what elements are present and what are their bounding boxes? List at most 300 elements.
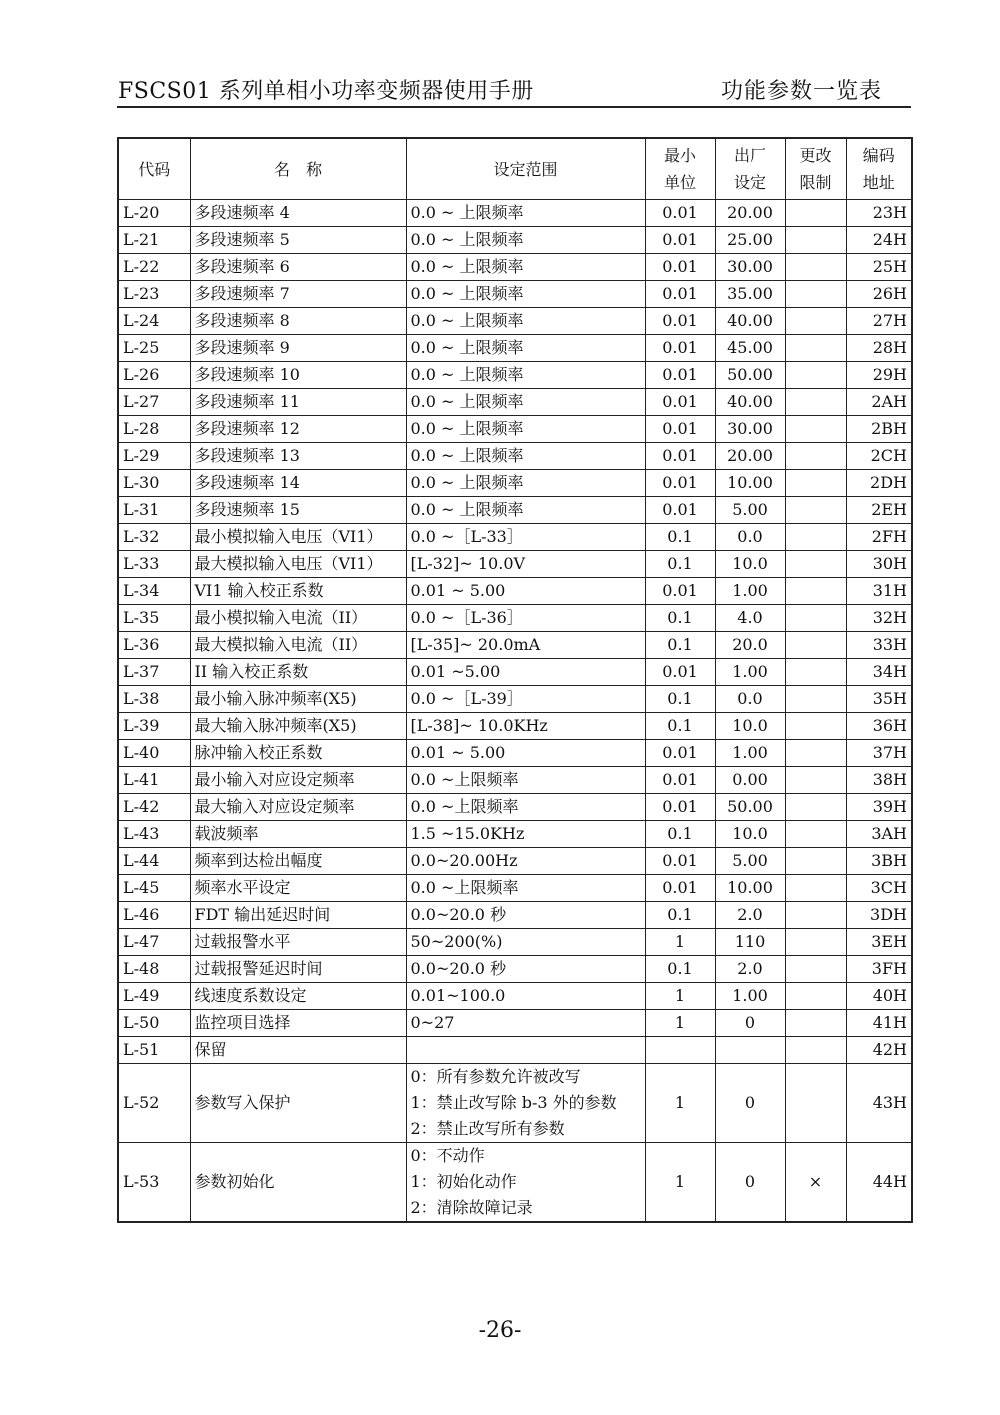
cell-min-unit: 0.01 bbox=[645, 281, 715, 308]
cell-default: 35.00 bbox=[715, 281, 785, 308]
cell-code: L-38 bbox=[118, 686, 190, 713]
range-line: 0.01~100.0 bbox=[410, 986, 506, 1005]
cell-range bbox=[406, 551, 645, 578]
cell-code: L-40 bbox=[118, 740, 190, 767]
cell-default: 0 bbox=[715, 1010, 785, 1037]
cell-default: 1.00 bbox=[715, 659, 785, 686]
header-line: 限制 bbox=[799, 173, 832, 192]
cell-name: 最大模拟输入电压（VI1） bbox=[190, 551, 406, 578]
cell-address: 35H bbox=[846, 686, 912, 713]
cell-range bbox=[406, 470, 645, 497]
cell-range bbox=[406, 740, 645, 767]
cell-range bbox=[406, 794, 645, 821]
col-header-code bbox=[118, 138, 190, 200]
cell-restriction bbox=[785, 578, 846, 605]
cell-name: 频率水平设定 bbox=[190, 875, 406, 902]
cell-default: 20.00 bbox=[715, 443, 785, 470]
cell-restriction bbox=[785, 254, 846, 281]
cell-name: 载波频率 bbox=[190, 821, 406, 848]
cell-min-unit: 0.1 bbox=[645, 524, 715, 551]
cell-range bbox=[406, 983, 645, 1010]
cell-name: 最大模拟输入电流（II） bbox=[190, 632, 406, 659]
cell-restriction bbox=[785, 929, 846, 956]
table-row bbox=[118, 200, 912, 227]
table-row bbox=[118, 983, 912, 1010]
cell-address: 32H bbox=[846, 605, 912, 632]
cell-default: 25.00 bbox=[715, 227, 785, 254]
table-row bbox=[118, 632, 912, 659]
cell-range bbox=[406, 281, 645, 308]
cell-default: 30.00 bbox=[715, 254, 785, 281]
range-line: 0.0 ~ 上限频率 bbox=[410, 473, 524, 492]
cell-restriction bbox=[785, 470, 846, 497]
cell-name: 频率到达检出幅度 bbox=[190, 848, 406, 875]
cell-default: 30.00 bbox=[715, 416, 785, 443]
cell-address: 42H bbox=[846, 1037, 912, 1064]
cell-code: L-32 bbox=[118, 524, 190, 551]
cell-code: L-28 bbox=[118, 416, 190, 443]
table-row bbox=[118, 794, 912, 821]
cell-address: 3BH bbox=[846, 848, 912, 875]
cell-default: 45.00 bbox=[715, 335, 785, 362]
cell-range bbox=[406, 605, 645, 632]
cell-default: 10.00 bbox=[715, 875, 785, 902]
range-line: 0.0 ~上限频率 bbox=[410, 770, 519, 789]
cell-min-unit: 1 bbox=[645, 1010, 715, 1037]
cell-range bbox=[406, 632, 645, 659]
cell-min-unit: 1 bbox=[645, 929, 715, 956]
cell-code: L-27 bbox=[118, 389, 190, 416]
cell-min-unit: 0.01 bbox=[645, 200, 715, 227]
cell-default: 10.0 bbox=[715, 821, 785, 848]
cell-range bbox=[406, 227, 645, 254]
range-line: 1：禁止改写除 b-3 外的参数 bbox=[410, 1093, 617, 1112]
cell-address: 27H bbox=[846, 308, 912, 335]
cell-address: 26H bbox=[846, 281, 912, 308]
cell-min-unit: 0.01 bbox=[645, 767, 715, 794]
cell-restriction bbox=[785, 551, 846, 578]
header-line: 设定 bbox=[733, 173, 766, 192]
range-line: 1：初始化动作 bbox=[410, 1172, 517, 1191]
cell-code: L-29 bbox=[118, 443, 190, 470]
cell-min-unit: 0.01 bbox=[645, 443, 715, 470]
cell-min-unit: 0.1 bbox=[645, 551, 715, 578]
cell-address: 24H bbox=[846, 227, 912, 254]
cell-min-unit: 0.01 bbox=[645, 875, 715, 902]
range-line: 0：不动作 bbox=[410, 1146, 485, 1165]
cell-restriction bbox=[785, 875, 846, 902]
cell-min-unit: 0.1 bbox=[645, 605, 715, 632]
cell-min-unit: 0.01 bbox=[645, 578, 715, 605]
cell-code: L-20 bbox=[118, 200, 190, 227]
cell-address: 34H bbox=[846, 659, 912, 686]
cell-restriction bbox=[785, 362, 846, 389]
col-header-address bbox=[846, 138, 912, 200]
cell-min-unit: 0.01 bbox=[645, 389, 715, 416]
cell-min-unit: 0.1 bbox=[645, 902, 715, 929]
cell-restriction bbox=[785, 821, 846, 848]
cell-range bbox=[406, 362, 645, 389]
table-row bbox=[118, 281, 912, 308]
cell-default: 1.00 bbox=[715, 578, 785, 605]
cell-address: 29H bbox=[846, 362, 912, 389]
range-line: 0.01 ~ 5.00 bbox=[410, 743, 506, 762]
range-line: 0~27 bbox=[410, 1013, 455, 1032]
header-line: 地址 bbox=[862, 173, 895, 192]
table-row bbox=[118, 713, 912, 740]
cell-code: L-53 bbox=[118, 1143, 190, 1223]
cell-restriction bbox=[785, 335, 846, 362]
cell-default: 2.0 bbox=[715, 902, 785, 929]
cell-name: 多段速频率 8 bbox=[190, 308, 406, 335]
cell-restriction bbox=[785, 308, 846, 335]
cell-name: 最大输入对应设定频率 bbox=[190, 794, 406, 821]
header-line: 出厂 bbox=[733, 146, 766, 165]
cell-range bbox=[406, 821, 645, 848]
cell-restriction bbox=[785, 227, 846, 254]
cell-name: 多段速频率 9 bbox=[190, 335, 406, 362]
cell-code: L-51 bbox=[118, 1037, 190, 1064]
parameter-table bbox=[117, 137, 913, 1223]
cell-restriction bbox=[785, 416, 846, 443]
cell-default: 10.0 bbox=[715, 713, 785, 740]
cell-range bbox=[406, 416, 645, 443]
cell-code: L-39 bbox=[118, 713, 190, 740]
cell-min-unit bbox=[645, 1037, 715, 1064]
cell-name: 监控项目选择 bbox=[190, 1010, 406, 1037]
table-row bbox=[118, 578, 912, 605]
cell-default: 1.00 bbox=[715, 983, 785, 1010]
table-row bbox=[118, 767, 912, 794]
cell-default: 20.00 bbox=[715, 200, 785, 227]
range-line: 0.0 ~ 上限频率 bbox=[410, 500, 524, 519]
header-line: 最小 bbox=[663, 146, 696, 165]
header-line: 名 称 bbox=[273, 159, 322, 179]
table-row bbox=[118, 848, 912, 875]
range-line: 0.0 ~ 上限频率 bbox=[410, 230, 524, 249]
cell-range bbox=[406, 254, 645, 281]
range-line: 0.0 ~ 上限频率 bbox=[410, 284, 524, 303]
cell-name: 多段速频率 5 bbox=[190, 227, 406, 254]
cell-range bbox=[406, 686, 645, 713]
cell-name: II 输入校正系数 bbox=[190, 659, 406, 686]
cell-restriction bbox=[785, 767, 846, 794]
cell-name: VI1 输入校正系数 bbox=[190, 578, 406, 605]
cell-code: L-44 bbox=[118, 848, 190, 875]
cell-default: 0.0 bbox=[715, 686, 785, 713]
cell-restriction bbox=[785, 443, 846, 470]
range-line: 0.0 ~ 上限频率 bbox=[410, 338, 524, 357]
range-line: 1.5 ~15.0KHz bbox=[410, 824, 525, 843]
cell-code: L-41 bbox=[118, 767, 190, 794]
cell-default bbox=[715, 1037, 785, 1064]
cell-name: 多段速频率 12 bbox=[190, 416, 406, 443]
cell-name: FDT 输出延迟时间 bbox=[190, 902, 406, 929]
cell-default: 0 bbox=[715, 1143, 785, 1223]
cell-name: 最小模拟输入电压（VI1） bbox=[190, 524, 406, 551]
cell-min-unit: 0.1 bbox=[645, 956, 715, 983]
cell-min-unit: 0.01 bbox=[645, 794, 715, 821]
cell-range bbox=[406, 1143, 645, 1223]
col-header-range bbox=[406, 138, 645, 200]
cell-range bbox=[406, 848, 645, 875]
cell-default: 0.0 bbox=[715, 524, 785, 551]
cell-code: L-30 bbox=[118, 470, 190, 497]
table-row bbox=[118, 524, 912, 551]
cell-address: 30H bbox=[846, 551, 912, 578]
table-row bbox=[118, 956, 912, 983]
cell-default: 10.0 bbox=[715, 551, 785, 578]
cell-address: 39H bbox=[846, 794, 912, 821]
table-row bbox=[118, 254, 912, 281]
cell-name: 线速度系数设定 bbox=[190, 983, 406, 1010]
cell-code: L-34 bbox=[118, 578, 190, 605]
col-header-name bbox=[190, 138, 406, 200]
cell-code: L-46 bbox=[118, 902, 190, 929]
cell-default: 5.00 bbox=[715, 848, 785, 875]
cell-restriction bbox=[785, 983, 846, 1010]
cell-range bbox=[406, 578, 645, 605]
table-row bbox=[118, 1037, 912, 1064]
range-line: 0.0 ~［L-33］ bbox=[410, 527, 523, 546]
cell-address: 2BH bbox=[846, 416, 912, 443]
cell-default: 110 bbox=[715, 929, 785, 956]
cell-address: 37H bbox=[846, 740, 912, 767]
range-line: 0.0 ~ 上限频率 bbox=[410, 446, 524, 465]
table-row bbox=[118, 335, 912, 362]
cell-default: 40.00 bbox=[715, 389, 785, 416]
table-row bbox=[118, 659, 912, 686]
cell-code: L-26 bbox=[118, 362, 190, 389]
range-line: [L-32]~ 10.0V bbox=[410, 554, 526, 573]
cell-name: 多段速频率 6 bbox=[190, 254, 406, 281]
cell-min-unit: 0.01 bbox=[645, 227, 715, 254]
cell-range bbox=[406, 875, 645, 902]
table-row bbox=[118, 740, 912, 767]
cell-restriction bbox=[785, 659, 846, 686]
manual-title: FSCS01 系列单相小功率变频器使用手册 bbox=[118, 79, 534, 104]
cell-name: 多段速频率 15 bbox=[190, 497, 406, 524]
cell-range bbox=[406, 902, 645, 929]
cell-restriction bbox=[785, 200, 846, 227]
cell-restriction bbox=[785, 740, 846, 767]
cell-restriction: × bbox=[785, 1143, 846, 1223]
col-header-min-unit bbox=[645, 138, 715, 200]
table-row bbox=[118, 227, 912, 254]
cell-restriction bbox=[785, 632, 846, 659]
cell-range bbox=[406, 767, 645, 794]
cell-default: 50.00 bbox=[715, 794, 785, 821]
cell-address: 43H bbox=[846, 1064, 912, 1143]
cell-code: L-22 bbox=[118, 254, 190, 281]
cell-restriction bbox=[785, 497, 846, 524]
cell-min-unit: 1 bbox=[645, 1064, 715, 1143]
cell-restriction bbox=[785, 956, 846, 983]
cell-name: 保留 bbox=[190, 1037, 406, 1064]
cell-restriction bbox=[785, 524, 846, 551]
cell-default: 2.0 bbox=[715, 956, 785, 983]
cell-min-unit: 0.1 bbox=[645, 686, 715, 713]
cell-min-unit: 0.01 bbox=[645, 362, 715, 389]
header-line: 编码 bbox=[862, 146, 895, 165]
cell-range bbox=[406, 200, 645, 227]
table-row bbox=[118, 686, 912, 713]
cell-name: 过载报警水平 bbox=[190, 929, 406, 956]
cell-restriction bbox=[785, 1037, 846, 1064]
cell-default: 1.00 bbox=[715, 740, 785, 767]
cell-address: 3EH bbox=[846, 929, 912, 956]
header-line: 设定范围 bbox=[493, 159, 558, 179]
cell-restriction bbox=[785, 713, 846, 740]
cell-name: 参数写入保护 bbox=[190, 1064, 406, 1143]
cell-restriction bbox=[785, 281, 846, 308]
cell-min-unit: 0.01 bbox=[645, 740, 715, 767]
cell-name: 多段速频率 10 bbox=[190, 362, 406, 389]
range-line: 0.0~20.0 秒 bbox=[410, 959, 507, 978]
cell-restriction bbox=[785, 1064, 846, 1143]
range-line: [L-35]~ 20.0mA bbox=[410, 635, 541, 654]
cell-code: L-47 bbox=[118, 929, 190, 956]
header-line: 代码 bbox=[138, 159, 171, 179]
col-header-default bbox=[715, 138, 785, 200]
header-line: 单位 bbox=[663, 173, 696, 192]
cell-min-unit: 0.01 bbox=[645, 659, 715, 686]
table-body bbox=[118, 200, 912, 1223]
cell-address: 25H bbox=[846, 254, 912, 281]
range-line: 0.0 ~ 上限频率 bbox=[410, 419, 524, 438]
range-line: [L-38]~ 10.0KHz bbox=[410, 716, 548, 735]
cell-default: 20.0 bbox=[715, 632, 785, 659]
table-row bbox=[118, 1010, 912, 1037]
range-line: 0.0 ~ 上限频率 bbox=[410, 203, 524, 222]
range-line: 2：清除故障记录 bbox=[410, 1198, 533, 1217]
cell-name: 过载报警延迟时间 bbox=[190, 956, 406, 983]
cell-address: 28H bbox=[846, 335, 912, 362]
cell-min-unit: 1 bbox=[645, 983, 715, 1010]
cell-address: 23H bbox=[846, 200, 912, 227]
table-row bbox=[118, 497, 912, 524]
cell-name: 多段速频率 13 bbox=[190, 443, 406, 470]
range-line: 0.0 ~［L-36］ bbox=[410, 608, 523, 627]
range-line: 0.0 ~ 上限频率 bbox=[410, 257, 524, 276]
cell-default: 0.00 bbox=[715, 767, 785, 794]
cell-default: 0 bbox=[715, 1064, 785, 1143]
cell-min-unit: 0.01 bbox=[645, 254, 715, 281]
cell-address: 31H bbox=[846, 578, 912, 605]
cell-range bbox=[406, 1064, 645, 1143]
table-row bbox=[118, 821, 912, 848]
cell-default: 50.00 bbox=[715, 362, 785, 389]
table-row bbox=[118, 470, 912, 497]
range-line: 0.0~20.0 秒 bbox=[410, 905, 507, 924]
cell-code: L-35 bbox=[118, 605, 190, 632]
cell-min-unit: 0.01 bbox=[645, 335, 715, 362]
cell-range bbox=[406, 497, 645, 524]
cell-address: 40H bbox=[846, 983, 912, 1010]
cell-code: L-48 bbox=[118, 956, 190, 983]
cell-code: L-24 bbox=[118, 308, 190, 335]
range-line: 0.0 ~上限频率 bbox=[410, 797, 519, 816]
cell-name: 最小输入脉冲频率(X5) bbox=[190, 686, 406, 713]
cell-name: 最大输入脉冲频率(X5) bbox=[190, 713, 406, 740]
cell-min-unit: 0.01 bbox=[645, 848, 715, 875]
cell-name: 多段速频率 14 bbox=[190, 470, 406, 497]
range-line: 0.0 ~ 上限频率 bbox=[410, 392, 524, 411]
cell-range bbox=[406, 1037, 645, 1064]
range-line: 0.0 ~［L-39］ bbox=[410, 689, 523, 708]
cell-address: 2EH bbox=[846, 497, 912, 524]
range-line: 0.0~20.00Hz bbox=[410, 851, 518, 870]
cell-restriction bbox=[785, 686, 846, 713]
cell-code: L-52 bbox=[118, 1064, 190, 1143]
cell-range bbox=[406, 929, 645, 956]
cell-min-unit: 0.01 bbox=[645, 416, 715, 443]
range-line: 0.0 ~ 上限频率 bbox=[410, 365, 524, 384]
cell-range bbox=[406, 956, 645, 983]
cell-restriction bbox=[785, 848, 846, 875]
cell-code: L-50 bbox=[118, 1010, 190, 1037]
table-row bbox=[118, 902, 912, 929]
cell-code: L-25 bbox=[118, 335, 190, 362]
cell-restriction bbox=[785, 605, 846, 632]
cell-code: L-45 bbox=[118, 875, 190, 902]
range-line: 0.0 ~ 上限频率 bbox=[410, 311, 524, 330]
cell-address: 3AH bbox=[846, 821, 912, 848]
table-row bbox=[118, 1064, 912, 1143]
cell-restriction bbox=[785, 902, 846, 929]
cell-address: 44H bbox=[846, 1143, 912, 1223]
cell-address: 2DH bbox=[846, 470, 912, 497]
cell-address: 33H bbox=[846, 632, 912, 659]
cell-min-unit: 0.1 bbox=[645, 821, 715, 848]
table-row bbox=[118, 875, 912, 902]
cell-range bbox=[406, 659, 645, 686]
cell-range bbox=[406, 389, 645, 416]
table-row bbox=[118, 1143, 912, 1223]
cell-code: L-33 bbox=[118, 551, 190, 578]
section-title: 功能参数一览表 bbox=[720, 79, 882, 104]
table-row bbox=[118, 443, 912, 470]
cell-restriction bbox=[785, 794, 846, 821]
cell-code: L-21 bbox=[118, 227, 190, 254]
table-header-row bbox=[118, 138, 912, 200]
cell-name: 多段速频率 11 bbox=[190, 389, 406, 416]
table-row bbox=[118, 362, 912, 389]
cell-address: 41H bbox=[846, 1010, 912, 1037]
table-row bbox=[118, 389, 912, 416]
cell-min-unit: 0.01 bbox=[645, 470, 715, 497]
col-header-restriction bbox=[785, 138, 846, 200]
range-line: 0.01 ~ 5.00 bbox=[410, 581, 506, 600]
cell-min-unit: 0.1 bbox=[645, 632, 715, 659]
header-line: 更改 bbox=[799, 146, 832, 165]
cell-address: 2FH bbox=[846, 524, 912, 551]
cell-default: 5.00 bbox=[715, 497, 785, 524]
cell-min-unit: 0.01 bbox=[645, 497, 715, 524]
cell-code: L-42 bbox=[118, 794, 190, 821]
table-row bbox=[118, 605, 912, 632]
cell-name: 最小输入对应设定频率 bbox=[190, 767, 406, 794]
cell-address: 3FH bbox=[846, 956, 912, 983]
range-line: 0：所有参数允许被改写 bbox=[410, 1067, 581, 1086]
cell-code: L-23 bbox=[118, 281, 190, 308]
cell-code: L-31 bbox=[118, 497, 190, 524]
cell-min-unit: 1 bbox=[645, 1143, 715, 1223]
cell-restriction bbox=[785, 389, 846, 416]
cell-default: 4.0 bbox=[715, 605, 785, 632]
cell-range bbox=[406, 308, 645, 335]
range-line: 0.0 ~上限频率 bbox=[410, 878, 519, 897]
